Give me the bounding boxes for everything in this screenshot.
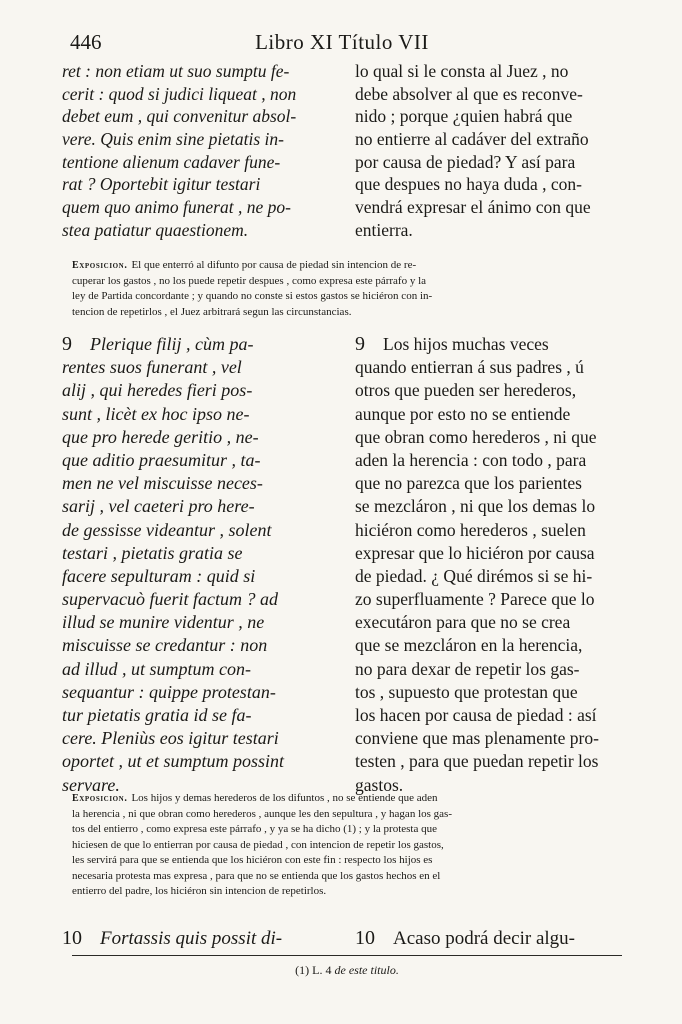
latin-text: Fortassis quis possit di- <box>100 928 283 949</box>
spanish-line: gastos. <box>355 774 404 795</box>
spanish-line: testen , para que puedan repetir los <box>355 751 599 772</box>
spanish-column <box>355 926 615 950</box>
latin-line: men ne vel miscuisse neces- <box>62 473 263 494</box>
exposition-line <box>72 791 622 807</box>
exposition-line: tos del entierro , como expresa este párrafo , y ya se ha dicho (1) ; y la protesta que <box>72 823 438 835</box>
spanish-line: que despues no haya duda , con- <box>355 174 582 195</box>
exposition-line: les servirá para que se entienda que los hiciéron con este fin : respecto los hijos es <box>72 854 433 866</box>
footnote-marker: (1) L. 4 <box>295 963 332 977</box>
latin-line: ret : non etiam ut suo sumptu fe- <box>62 61 290 81</box>
latin-line: que pro herede geritio , ne- <box>62 426 259 447</box>
spanish-line: los hacen por causa de piedad : así <box>355 705 597 725</box>
latin-line: rat ? Oportebit igitur testari <box>62 174 261 195</box>
spanish-column <box>355 60 615 242</box>
paragraph-number: 10 <box>62 927 82 949</box>
spanish-line: executáron para que no se crea <box>355 612 571 633</box>
latin-line: cere. Pleniùs eos igitur testari <box>62 728 279 749</box>
running-head: Libro XI Título VII <box>255 30 429 54</box>
spanish-line: vendrá expresar el ánimo con que <box>355 197 591 218</box>
exposition-line: entierro del padre, los hiciéron sin intencion de repetirlos. <box>72 885 327 897</box>
spanish-line: que no parezca que los parientes <box>355 473 582 494</box>
spanish-line: no entierre al cadáver del extraño <box>355 129 589 150</box>
spanish-line <box>355 926 615 950</box>
spanish-line: tos , supuesto que protestan que <box>355 681 578 702</box>
exposition-label: Exposicion. <box>72 260 128 271</box>
latin-line: servare. <box>62 774 120 795</box>
latin-line: quem quo animo funerat , ne po- <box>62 197 291 218</box>
latin-line: tentione alienum cadaver fune- <box>62 151 281 172</box>
exposition-line <box>72 258 622 274</box>
spanish-line: de piedad. ¿ Qué dirémos si se hi- <box>355 565 593 586</box>
page-number: 446 <box>70 30 102 54</box>
latin-text: Plerique filij , cùm pa- <box>90 334 254 354</box>
exposition-line: la herencia , ni que obran como herederos , aunque les den sepultura , y hagan los gas- <box>72 807 452 820</box>
latin-line: alij , qui heredes fieri pos- <box>62 380 253 401</box>
spanish-text: Los hijos muchas veces <box>383 334 549 354</box>
exposition-line: ley de Partida concordante ; y quando no conste si estos gastos se hiciéron con in- <box>72 290 433 302</box>
spanish-line: expresar que lo hiciéron por causa <box>355 542 595 563</box>
spanish-line: aunque por esto no se entiende <box>355 403 571 424</box>
latin-line: vere. Quis enim sine pietatis in- <box>62 129 284 150</box>
latin-column <box>62 60 340 242</box>
latin-line: sarij , vel caeteri pro here- <box>62 496 255 517</box>
spanish-line: no para dexar de repetir los gas- <box>355 658 580 679</box>
latin-line: sunt , licèt ex hoc ipso ne- <box>62 403 250 424</box>
exposition-label: Exposicion. <box>72 793 128 804</box>
footnote-rule <box>72 955 622 956</box>
latin-line: debet eum , qui convenitur absol- <box>62 106 297 127</box>
exposition-line: hiciesen de que lo entierran por causa de piedad , con intencion de repetir los gastos, <box>72 838 444 851</box>
latin-line: de gessisse videantur , solent <box>62 519 272 540</box>
latin-line: que aditio praesumitur , ta- <box>62 449 261 470</box>
spanish-text: Acaso podrá decir algu- <box>393 928 576 949</box>
latin-line: facere sepulturam : quid si <box>62 565 256 586</box>
paragraph-number: 10 <box>355 927 375 949</box>
spanish-column <box>355 333 615 797</box>
latin-column <box>62 333 340 797</box>
latin-line: illud se munire videntur , ne <box>62 612 265 633</box>
exposition-line: cuperar los gastos , no los puede repetir despues , como expresa este párrafo y la <box>72 274 427 287</box>
exposition-note-2 <box>72 791 622 900</box>
exposition-text: El que enterró al difunto por causa de piedad sin intencion de re- <box>131 259 417 271</box>
spanish-line: otros que pueden ser herederos, <box>355 380 577 401</box>
latin-line: rentes suos funerant , vel <box>62 357 242 378</box>
footnote-text: de este titulo. <box>334 963 399 977</box>
latin-line: cerit : quod si judici liqueat , non <box>62 83 297 104</box>
exposition-note-1 <box>72 258 622 320</box>
spanish-line: quando entierran á sus padres , ú <box>355 357 584 378</box>
spanish-line: zo superfluamente ? Parece que lo <box>355 589 595 610</box>
latin-line: testari , pietatis gratia se <box>62 542 243 563</box>
spanish-line: se mezcláron , ni que los demas lo <box>355 496 596 517</box>
latin-line <box>62 926 340 950</box>
spanish-line: que se mezcláron en la herencia, <box>355 635 583 656</box>
paragraph-number: 9 <box>62 333 72 355</box>
spanish-line: lo qual si le consta al Juez , no <box>355 61 569 81</box>
spanish-line: que obran como herederos , ni que <box>355 426 597 447</box>
footnote <box>72 963 622 978</box>
page-header <box>62 30 622 56</box>
spanish-line: aden la herencia : con todo , para <box>355 449 587 470</box>
latin-line: supervacuò fuerit factum ? ad <box>62 589 278 610</box>
spanish-line: conviene que mas plenamente pro- <box>355 728 599 749</box>
latin-line: sequantur : quippe protestan- <box>62 681 276 702</box>
latin-line: miscuisse se credantur : non <box>62 635 268 656</box>
latin-line: tur pietatis gratia id se fa- <box>62 705 252 725</box>
latin-line: stea patiatur quaestionem. <box>62 219 249 240</box>
spanish-line: entierra. <box>355 219 413 240</box>
spanish-line: debe absolver al que es reconve- <box>355 83 583 104</box>
exposition-text: Los hijos y demas herederos de los difuntos , no se entiende que aden <box>131 792 438 804</box>
latin-line: oportet , ut et sumptum possint <box>62 751 285 772</box>
latin-line <box>62 333 340 356</box>
spanish-line: nido ; porque ¿quien habrá que <box>355 106 573 127</box>
latin-column <box>62 926 340 950</box>
paragraph-number: 9 <box>355 333 365 355</box>
latin-line: ad illud , ut sumptum con- <box>62 658 251 679</box>
spanish-line: por causa de piedad? Y así para <box>355 151 576 172</box>
exposition-line: necesaria protesta mas expresa , para que no se entienda que los gastos hechos en el <box>72 869 441 882</box>
spanish-line: hiciéron como herederos , suelen <box>355 519 586 540</box>
spanish-line <box>355 333 615 356</box>
exposition-line: tencion de repetirlos , el Juez arbitrará segun las circunstancias. <box>72 305 352 318</box>
